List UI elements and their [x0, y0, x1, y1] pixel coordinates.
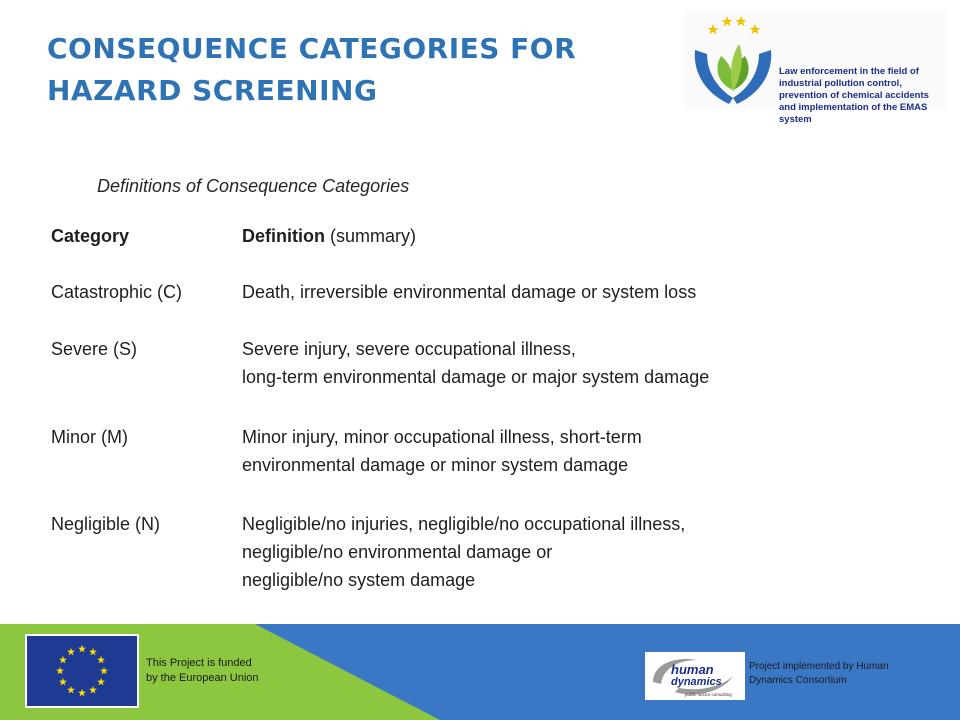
- title-line-1: CONSEQUENCE CATEGORIES FOR: [47, 32, 577, 65]
- definition-text: Minor injury, minor occupational illness, short-term environmental damage or minor system damage: [242, 427, 642, 475]
- logo-word-human: human: [671, 662, 714, 677]
- logo-text: Law enforcement in the field of industrial pollution control, prevention of chemical accidents and implementation of the EMAS system: [779, 66, 929, 125]
- hands-leaves-icon: [683, 10, 783, 110]
- funding-note: This Project is funded by the European Union: [146, 657, 259, 684]
- project-logo: [683, 10, 948, 125]
- title-line-2: HAZARD SCREENING: [47, 74, 378, 107]
- category-label: Minor (M): [51, 427, 128, 447]
- category-label: Catastrophic (C): [51, 282, 183, 302]
- definition-text: Death, irreversible environmental damage or system loss: [242, 282, 697, 302]
- logo-word-dynamics: dynamics: [671, 676, 722, 688]
- header-definition: Definition (summary): [242, 226, 416, 246]
- human-dynamics-logo: [645, 652, 745, 700]
- logo-tagline: public sector consulting: [685, 692, 732, 697]
- table-caption: Definitions of Consequence Categories: [97, 176, 410, 196]
- eu-flag-icon: [25, 634, 139, 708]
- definition-text: Negligible/no injuries, negligible/no occupational illness, negligible/no environmental damage or negligible/no system damage: [242, 514, 686, 590]
- implementation-note: Project implemented by Human Dynamics Consortium: [749, 661, 889, 686]
- category-label: Negligible (N): [51, 514, 161, 534]
- category-label: Severe (S): [51, 339, 138, 359]
- header-category: Category: [51, 226, 130, 246]
- slide-title: [47, 28, 647, 112]
- definition-text: Severe injury, severe occupational illness, long-term environmental damage or major system damage: [242, 339, 710, 387]
